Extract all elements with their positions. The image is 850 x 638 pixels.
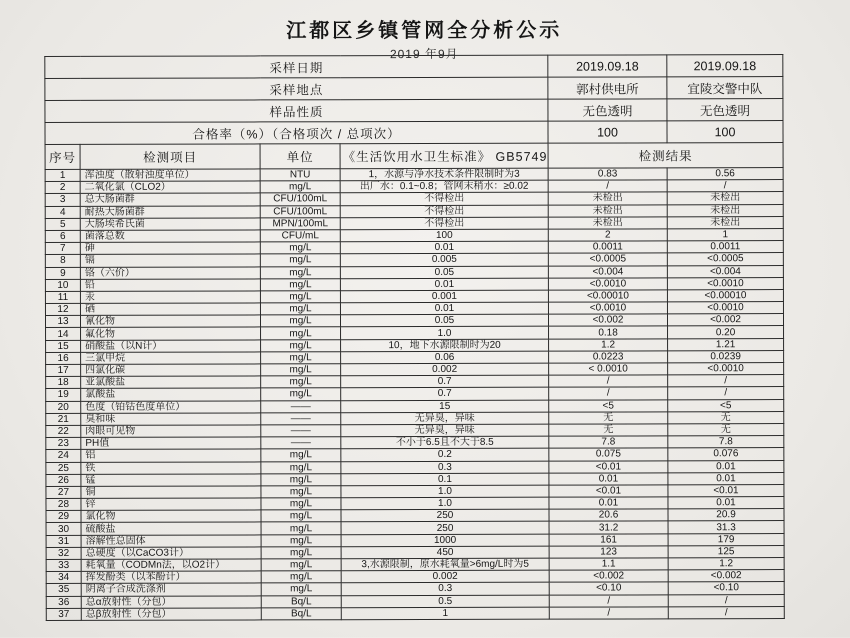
result-2: <0.004 [667, 265, 783, 277]
row-no: 18 [46, 377, 81, 389]
row-no: 2 [45, 182, 80, 194]
item-name: 色度（铂钴色度单位） [81, 400, 261, 413]
result-2: <5 [668, 399, 784, 411]
item-name: 铁 [81, 461, 261, 474]
row-no: 28 [46, 498, 81, 510]
standard-limit: 15 [341, 400, 549, 413]
unit: mg/L [260, 266, 340, 278]
unit: mg/L [261, 376, 341, 388]
result-1: 161 [549, 533, 668, 545]
result-2: 125 [668, 545, 784, 557]
result-2: 0.56 [667, 168, 783, 180]
meta-row-pass-rate [45, 121, 783, 145]
row-no: 8 [45, 255, 80, 267]
standard-limit: 0.3 [341, 461, 549, 474]
sample-nature-2: 无色透明 [667, 99, 783, 121]
standard-limit: 0.002 [341, 570, 549, 583]
row-no: 3 [45, 194, 80, 206]
result-1: 1.2 [549, 338, 668, 350]
item-name: 砷 [80, 242, 260, 255]
item-name: 阴离子合成洗涤剂 [81, 583, 261, 596]
item-name: 硫酸盐 [81, 522, 261, 535]
row-no: 23 [46, 438, 81, 450]
item-name: 总α放射性（分包） [81, 595, 261, 608]
row-no: 12 [45, 303, 80, 315]
result-1: / [549, 607, 668, 619]
result-1: 0.01 [549, 497, 668, 509]
result-1: 123 [549, 546, 668, 558]
row-no: 30 [46, 523, 81, 535]
result-2: 1 [667, 228, 783, 240]
standard-limit: 0.05 [340, 314, 548, 327]
row-no: 4 [45, 206, 80, 218]
result-1: 20.6 [549, 509, 668, 521]
item-name: 锌 [81, 498, 261, 511]
unit: mg/L [261, 449, 341, 461]
result-1: / [549, 594, 668, 606]
unit: mg/L [261, 534, 341, 546]
row-no: 32 [46, 547, 81, 559]
column-header-row [45, 143, 783, 170]
result-1: 0.18 [549, 326, 668, 338]
unit: mg/L [261, 486, 341, 498]
unit: CFU/100mL [260, 193, 340, 205]
unit: Bq/L [261, 595, 341, 607]
unit: —— [261, 425, 341, 437]
item-name: 亚氯酸盐 [81, 376, 261, 389]
meta-row-sample-date [45, 55, 783, 79]
unit: mg/L [261, 327, 341, 339]
row-no: 24 [46, 450, 81, 462]
item-name: 四氯化碳 [81, 364, 261, 377]
table-row [46, 606, 784, 620]
row-no: 25 [46, 462, 81, 474]
row-no: 37 [46, 608, 81, 620]
result-2: / [668, 375, 784, 387]
item-name: 铝 [81, 449, 261, 462]
results-body [45, 168, 784, 621]
standard-limit: 0.005 [340, 253, 548, 266]
meta-section [45, 55, 783, 170]
result-2: 无 [668, 423, 784, 435]
result-1: <0.10 [549, 582, 668, 594]
result-1: <5 [549, 399, 668, 411]
standard-limit: 0.06 [341, 351, 549, 364]
unit: —— [261, 437, 341, 449]
standard-limit: 出厂水：0.1~0.8；管网末稍水：≥0.02 [340, 180, 548, 193]
unit: MPN/100mL [260, 217, 340, 229]
unit: mg/L [261, 559, 341, 571]
item-name: 镉 [80, 254, 260, 267]
row-no: 5 [45, 218, 80, 230]
standard-limit: 不得检出 [340, 205, 548, 218]
unit: mg/L [261, 547, 341, 559]
result-2: <0.0010 [667, 302, 783, 314]
item-name: 浑浊度（散射浊度单位） [80, 169, 260, 182]
standard-limit: 0.01 [340, 302, 548, 315]
unit: NTU [260, 169, 340, 181]
standard-limit: 0.3 [341, 583, 549, 596]
item-name: 铬（六价） [80, 266, 260, 279]
sample-location-label: 采样地点 [45, 77, 548, 100]
standard-limit: 250 [341, 522, 549, 535]
unit: —— [261, 400, 341, 412]
sample-date-label: 采样日期 [45, 55, 548, 78]
result-2: 0.0011 [667, 241, 783, 253]
result-2: 0.076 [668, 448, 784, 460]
unit: mg/L [261, 522, 341, 534]
result-2: / [668, 594, 784, 606]
unit: mg/L [260, 278, 340, 290]
item-name: 氰化物 [80, 315, 260, 328]
item-name: 硝酸盐（以N计） [81, 340, 261, 353]
page-title: 江都区乡镇管网全分析公示 [286, 19, 563, 43]
result-1: <0.002 [549, 314, 668, 326]
row-no: 35 [46, 584, 81, 596]
standard-limit: 0.1 [341, 473, 549, 486]
standard-limit: 250 [341, 509, 549, 522]
row-no: 26 [46, 474, 81, 486]
result-1: 未检出 [548, 192, 667, 204]
standard-limit: 1.0 [341, 485, 549, 498]
item-name: 耗氧量（CODMn法，以O2计） [81, 559, 261, 572]
row-no: 29 [46, 511, 81, 523]
result-1: < 0.0010 [549, 363, 668, 375]
unit: mg/L [260, 303, 340, 315]
item-name: 铅 [80, 279, 260, 292]
item-name: 锰 [81, 474, 261, 487]
standard-limit: 1 [341, 607, 549, 620]
unit: mg/L [261, 352, 341, 364]
result-1: 2 [548, 229, 667, 241]
row-no: 19 [46, 389, 81, 401]
result-2: 0.01 [668, 497, 784, 509]
unit: mg/L [261, 339, 341, 351]
result-1: <0.01 [549, 485, 668, 497]
standard-limit: 0.002 [341, 363, 549, 376]
row-no: 11 [45, 291, 80, 303]
unit: CFU/100mL [260, 205, 340, 217]
item-name: 总大肠菌群 [80, 193, 260, 206]
standard-limit: 0.001 [340, 290, 548, 303]
unit: —— [261, 412, 341, 424]
row-no: 14 [46, 328, 81, 340]
standard-limit: 450 [341, 546, 549, 559]
unit: mg/L [261, 364, 341, 376]
unit: mg/L [261, 473, 341, 485]
result-2: 未检出 [667, 216, 783, 228]
result-2: <0.0010 [667, 277, 783, 289]
result-1: <0.004 [548, 265, 667, 277]
item-name: 菌落总数 [80, 230, 260, 243]
unit: CFU/mL [260, 230, 340, 242]
standard-limit: 0.7 [341, 375, 549, 388]
col-header-no: 序号 [45, 144, 80, 169]
result-2: 20.9 [668, 509, 784, 521]
row-no: 16 [46, 352, 81, 364]
standard-limit: 100 [340, 229, 548, 242]
result-1: 31.2 [549, 521, 668, 533]
result-1: 无 [549, 412, 668, 424]
unit: Bq/L [261, 607, 341, 619]
item-name: 氯酸盐 [81, 388, 261, 401]
item-name: 铜 [81, 486, 261, 499]
sample-date-2: 2019.09.18 [667, 55, 783, 77]
result-2: 未检出 [667, 204, 783, 216]
row-no: 22 [46, 425, 81, 437]
row-no: 7 [45, 243, 80, 255]
pass-rate-label: 合格率（%）（合格项次 / 总项次） [45, 121, 548, 144]
unit: mg/L [261, 510, 341, 522]
result-2: <0.01 [668, 484, 784, 496]
sample-location-1: 郭村供电所 [548, 77, 667, 99]
item-name: 硒 [80, 303, 260, 316]
col-header-item: 检测项目 [80, 144, 260, 169]
unit: mg/L [260, 315, 340, 327]
item-name: 总硬度（以CaCO3计） [81, 547, 261, 560]
result-1: 1.1 [549, 558, 668, 570]
standard-limit: 0.01 [340, 278, 548, 291]
result-2: / [668, 387, 784, 399]
unit: mg/L [261, 388, 341, 400]
standard-limit: 不得检出 [340, 193, 548, 206]
result-1: 0.0011 [548, 241, 667, 253]
result-1: 无 [549, 424, 668, 436]
result-2: 7.8 [668, 436, 784, 448]
item-name: 溶解性总固体 [81, 535, 261, 548]
item-name: 三氯甲烷 [81, 352, 261, 365]
page-subtitle: 2019 年9月 [389, 46, 459, 62]
item-name: 耐热大肠菌群 [80, 205, 260, 218]
item-name: 汞 [80, 291, 260, 304]
standard-limit: 不小于6.5且不大于8.5 [341, 436, 549, 449]
result-1: / [548, 180, 667, 192]
row-no: 33 [46, 559, 81, 571]
standard-limit: 1.0 [341, 497, 549, 510]
standard-limit: 0.5 [341, 595, 549, 608]
standard-limit: 0.01 [340, 241, 548, 254]
row-no: 21 [46, 413, 81, 425]
row-no: 13 [45, 316, 80, 328]
result-2: 1.2 [668, 558, 784, 570]
item-name: PH值 [81, 437, 261, 450]
result-1: <0.0005 [548, 253, 667, 265]
standard-limit: 不得检出 [340, 217, 548, 230]
result-2: 1.21 [668, 338, 784, 350]
unit: mg/L [260, 181, 340, 193]
result-1: 0.83 [548, 168, 667, 180]
unit: mg/L [261, 498, 341, 510]
standard-limit: 1000 [341, 534, 549, 547]
standard-limit: 1，水源与净水技术条件限制时为3 [340, 168, 548, 181]
result-2: <0.002 [668, 570, 784, 582]
result-2: 179 [668, 533, 784, 545]
item-name: 挥发酚类（以苯酚计） [81, 571, 261, 584]
row-no: 1 [45, 169, 80, 181]
unit: mg/L [260, 242, 340, 254]
pass-rate-2: 100 [667, 121, 783, 143]
result-2: / [668, 606, 784, 618]
standard-limit: 1.0 [341, 327, 549, 340]
result-2: 0.20 [668, 326, 784, 338]
result-1: 未检出 [548, 217, 667, 229]
result-1: / [549, 375, 668, 387]
row-no: 27 [46, 486, 81, 498]
result-1: 0.0223 [549, 351, 668, 363]
result-2: <0.002 [668, 314, 784, 326]
result-2: <0.10 [668, 582, 784, 594]
row-no: 9 [45, 267, 80, 279]
result-2: / [667, 180, 783, 192]
meta-row-sample-location [45, 77, 783, 101]
item-name: 肉眼可见物 [81, 425, 261, 438]
row-no: 10 [45, 279, 80, 291]
unit: mg/L [261, 583, 341, 595]
unit: mg/L [260, 291, 340, 303]
unit: mg/L [261, 461, 341, 473]
result-1: 0.01 [549, 473, 668, 485]
sample-location-2: 宜陵交警中队 [667, 77, 783, 99]
standard-limit: 0.2 [341, 448, 549, 461]
col-header-result: 检测结果 [548, 143, 783, 169]
item-name: 氟化物 [81, 327, 261, 340]
col-header-unit: 单位 [260, 144, 340, 169]
result-2: <0.0010 [668, 363, 784, 375]
analysis-table [44, 54, 784, 621]
unit: mg/L [260, 254, 340, 266]
row-no: 31 [46, 535, 81, 547]
result-1: 未检出 [548, 204, 667, 216]
row-no: 6 [45, 230, 80, 242]
result-2: 无 [668, 411, 784, 423]
sample-nature-label: 样品性质 [45, 99, 548, 122]
col-header-standard: 《生活饮用水卫生标准》 GB5749 [340, 143, 548, 169]
row-no: 34 [46, 572, 81, 584]
item-name: 臭和味 [81, 413, 261, 426]
standard-limit: 3,水源限制，原水耗氧量>6mg/L时为5 [341, 558, 549, 571]
item-name: 二氧化氯（CLO2） [80, 181, 260, 194]
row-no: 36 [46, 596, 81, 608]
result-2: 0.01 [668, 472, 784, 484]
meta-row-sample-nature [45, 99, 783, 123]
result-2: <0.00010 [667, 289, 783, 301]
result-1: / [549, 387, 668, 399]
standard-limit: 无异臭，异味 [341, 424, 549, 437]
result-1: <0.0010 [548, 302, 667, 314]
sample-date-1: 2019.09.18 [548, 55, 667, 77]
pass-rate-1: 100 [548, 121, 667, 143]
sample-nature-1: 无色透明 [548, 99, 667, 121]
row-no: 17 [46, 364, 81, 376]
standard-limit: 10，地下水源限制时为20 [341, 339, 549, 352]
result-1: 0.075 [549, 448, 668, 460]
standard-limit: 无异臭，异味 [341, 412, 549, 425]
item-name: 总β放射性（分包） [81, 608, 261, 621]
row-no: 15 [46, 340, 81, 352]
result-2: 0.01 [668, 460, 784, 472]
result-1: <0.01 [549, 460, 668, 472]
result-1: <0.0010 [548, 278, 667, 290]
result-1: 7.8 [549, 436, 668, 448]
item-name: 大肠埃希氏菌 [80, 218, 260, 231]
row-no: 20 [46, 401, 81, 413]
result-2: <0.0005 [667, 253, 783, 265]
result-2: 31.3 [668, 521, 784, 533]
standard-limit: 0.7 [341, 388, 549, 401]
item-name: 氯化物 [81, 510, 261, 523]
unit: mg/L [261, 571, 341, 583]
result-2: 0.0239 [668, 350, 784, 362]
result-1: <0.00010 [548, 290, 667, 302]
result-1: <0.002 [549, 570, 668, 582]
standard-limit: 0.05 [340, 266, 548, 279]
result-2: 未检出 [667, 192, 783, 204]
